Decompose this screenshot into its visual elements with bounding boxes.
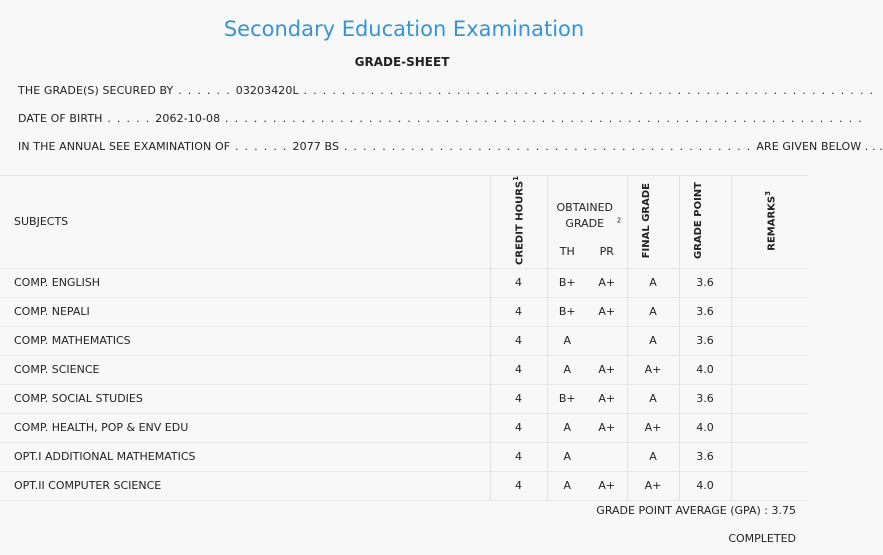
exam-title: Secondary Education Examination: [223, 17, 585, 41]
final-grade-cell: A: [627, 297, 679, 326]
final-grade-cell: A: [627, 442, 679, 471]
credit-hours-cell: 4: [490, 326, 547, 355]
table-row: [0, 442, 808, 471]
subject-cell: COMP. SCIENCE: [0, 355, 490, 384]
result-status: COMPLETED: [728, 532, 796, 545]
exam-line: IN THE ANNUAL SEE EXAMINATION OF . . . . . . 2077 BS . . . . . . . . . . . . . . . . . . . . . . . . . . . . . . . . . . . . . . . . . . . ARE GIVEN BELOW . . .: [18, 140, 883, 153]
pr-grade-cell: [587, 326, 627, 355]
pr-grade-cell: A+: [587, 297, 627, 326]
grade-point-cell: 4.0: [679, 413, 731, 442]
grade-point-cell: 3.6: [679, 268, 731, 297]
credit-hours-cell: 4: [490, 297, 547, 326]
pr-grade-cell: [587, 442, 627, 471]
credit-hours-cell: 4: [490, 413, 547, 442]
table-row: [0, 355, 808, 384]
grade-point-cell: 3.6: [679, 326, 731, 355]
remarks-cell: [731, 326, 808, 355]
th-grade-cell: A: [547, 413, 587, 442]
subject-cell: COMP. HEALTH, POP & ENV EDU: [0, 413, 490, 442]
dob-line: DATE OF BIRTH . . . . . 2062-10-08 . . . . . . . . . . . . . . . . . . . . . . . . . . . . . . . . . . . . . . . . . . . . . . . . . . . . . . . . . . . . . . . . . . .: [18, 112, 863, 125]
dob-value: 2062-10-08: [155, 112, 221, 125]
th-grade-cell: B+: [547, 384, 587, 413]
subject-cell: OPT.I ADDITIONAL MATHEMATICS: [0, 442, 490, 471]
credit-hours-cell: 4: [490, 471, 547, 500]
remarks-cell: [731, 297, 808, 326]
pr-header: PR: [599, 244, 614, 258]
th-grade-cell: B+: [547, 297, 587, 326]
final-grade-cell: A+: [627, 413, 679, 442]
pr-grade-cell: A+: [587, 355, 627, 384]
grades-table: [0, 175, 808, 501]
remarks-cell: [731, 384, 808, 413]
subjects-header: SUBJECTS: [0, 176, 490, 269]
subject-cell: COMP. SOCIAL STUDIES: [0, 384, 490, 413]
pr-grade-cell: A+: [587, 471, 627, 500]
final-grade-cell: A: [627, 326, 679, 355]
credit-hours-cell: 4: [490, 442, 547, 471]
table-row: [0, 297, 808, 326]
table-row: [0, 413, 808, 442]
subject-cell: COMP. ENGLISH: [0, 268, 490, 297]
secured-by-line: THE GRADE(S) SECURED BY . . . . . . 03203420L . . . . . . . . . . . . . . . . . . . . . . . . . . . . . . . . . . . . . . . . . . . . . . . . . . . . . . . . . . . .: [18, 84, 875, 97]
obtained-grade-header: OBTAINED GRADE $^2$: [547, 176, 627, 235]
credit-hours-cell: 4: [490, 384, 547, 413]
final-grade-cell: A: [627, 268, 679, 297]
grade-sheet-heading: GRADE-SHEET: [354, 55, 450, 69]
th-header: TH: [547, 234, 587, 268]
credit-hours-cell: 4: [490, 355, 547, 384]
table-row: [0, 471, 808, 500]
gpa-label: GRADE POINT AVERAGE (GPA) :: [596, 504, 768, 517]
grade-point-cell: 3.6: [679, 442, 731, 471]
dob-label: DATE OF BIRTH: [18, 112, 103, 125]
secured-by-label: THE GRADE(S) SECURED BY: [18, 84, 174, 97]
subject-cell: COMP. MATHEMATICS: [0, 326, 490, 355]
credit-hours-header: CREDIT HOURS$^1$: [490, 176, 547, 269]
pr-grade-cell: A+: [587, 384, 627, 413]
remarks-header: REMARKS$^3$: [731, 176, 808, 269]
symbol-number: 03203420L: [235, 84, 299, 97]
th-grade-cell: A: [547, 471, 587, 500]
grade-point-cell: 4.0: [679, 355, 731, 384]
final-grade-cell: A+: [627, 355, 679, 384]
gpa-value: 3.75: [771, 504, 796, 517]
subject-cell: OPT.II COMPUTER SCIENCE: [0, 471, 490, 500]
table-row: [0, 326, 808, 355]
th-grade-cell: A: [547, 355, 587, 384]
gpa-line: [596, 504, 796, 517]
credit-hours-cell: 4: [490, 268, 547, 297]
remarks-cell: [731, 355, 808, 384]
exam-suffix: ARE GIVEN BELOW . . .: [756, 140, 883, 153]
final-grade-cell: A+: [627, 471, 679, 500]
remarks-cell: [731, 413, 808, 442]
grade-point-header: GRADE POINT: [679, 176, 731, 269]
remarks-cell: [731, 471, 808, 500]
th-grade-cell: A: [547, 442, 587, 471]
th-grade-cell: B+: [547, 268, 587, 297]
exam-label: IN THE ANNUAL SEE EXAMINATION OF: [18, 140, 231, 153]
pr-grade-cell: A+: [587, 268, 627, 297]
table-row: [0, 268, 808, 297]
subject-cell: COMP. NEPALI: [0, 297, 490, 326]
grade-point-cell: 4.0: [679, 471, 731, 500]
table-row: [0, 384, 808, 413]
exam-year: 2077 BS: [292, 140, 340, 153]
remarks-cell: [731, 268, 808, 297]
remarks-cell: [731, 442, 808, 471]
final-grade-header: FINAL GRADE: [627, 176, 679, 269]
th-grade-cell: A: [547, 326, 587, 355]
grade-point-cell: 3.6: [679, 297, 731, 326]
grade-point-cell: 3.6: [679, 384, 731, 413]
final-grade-cell: A: [627, 384, 679, 413]
pr-grade-cell: A+: [587, 413, 627, 442]
